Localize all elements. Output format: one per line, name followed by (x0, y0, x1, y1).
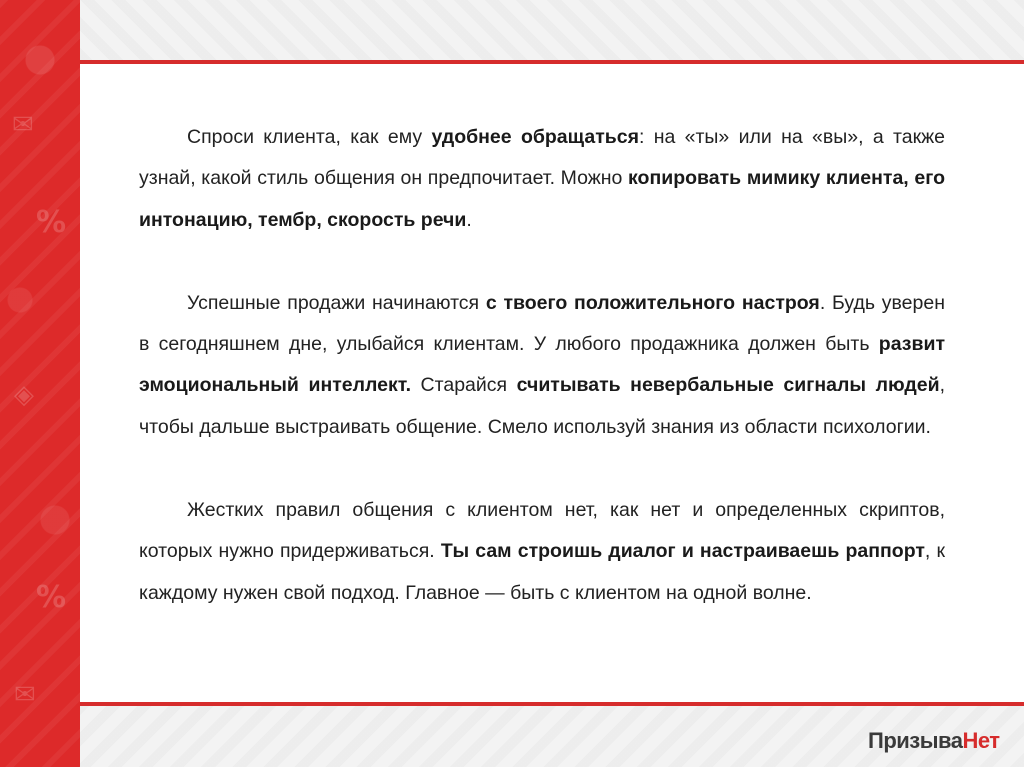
tag-icon: ◈ (14, 380, 34, 410)
paragraph (139, 490, 945, 614)
bold-text: удобнее обращаться (431, 126, 639, 148)
bold-text: Ты сам строишь диалог и настраиваешь раппорт (440, 540, 925, 563)
envelope-icon: ✉ (12, 110, 34, 140)
text-run: , к каждому нужен свой подход. Главное — быть с клиентом на одной волне. (139, 540, 946, 604)
bold-text: копировать мимику клиента, его интонацию, тембр, скорость речи (139, 167, 945, 231)
bold-text: развит эмоциональный интеллект. (139, 333, 945, 397)
bold-text: с твоего положительного настроя (485, 291, 820, 314)
body-text (139, 117, 945, 656)
text-run: Жестких правил общения с клиентом нет, как нет и определенных скриптов, которых нужно придерживаться. (139, 499, 945, 563)
brand-logo (868, 728, 1000, 754)
bold-text: считывать невербальные сигналы людей (516, 374, 940, 397)
percent-icon: % (36, 205, 67, 240)
text-run: . (466, 208, 472, 231)
text-run: Успешные продажи начинаются (187, 291, 486, 314)
text-run: : на «ты» или на «вы», а также узнай, какой стиль общения он предпочитает. Можно (139, 126, 945, 190)
bottom-red-rule (80, 702, 1024, 706)
top-pattern-band (80, 0, 1024, 62)
text-run: . Будь уверен в сегодняшнем дне, улыбайся клиентам. У любого продажника должен быть (139, 291, 945, 356)
text-run: Спроси клиента, как ему (187, 126, 432, 148)
text-run: Старайся (411, 374, 517, 397)
text-run: , чтобы дальше выстраивать общение. Смело используй знания из области психологии. (139, 374, 945, 438)
logo-part-1: Призыва (868, 728, 963, 753)
left-decorative-bar (0, 0, 80, 767)
paragraph (139, 117, 945, 241)
logo-part-2: Нет (962, 728, 1000, 753)
envelope-icon: ✉ (14, 680, 36, 710)
paragraph (139, 283, 945, 448)
percent-icon: % (36, 580, 67, 615)
